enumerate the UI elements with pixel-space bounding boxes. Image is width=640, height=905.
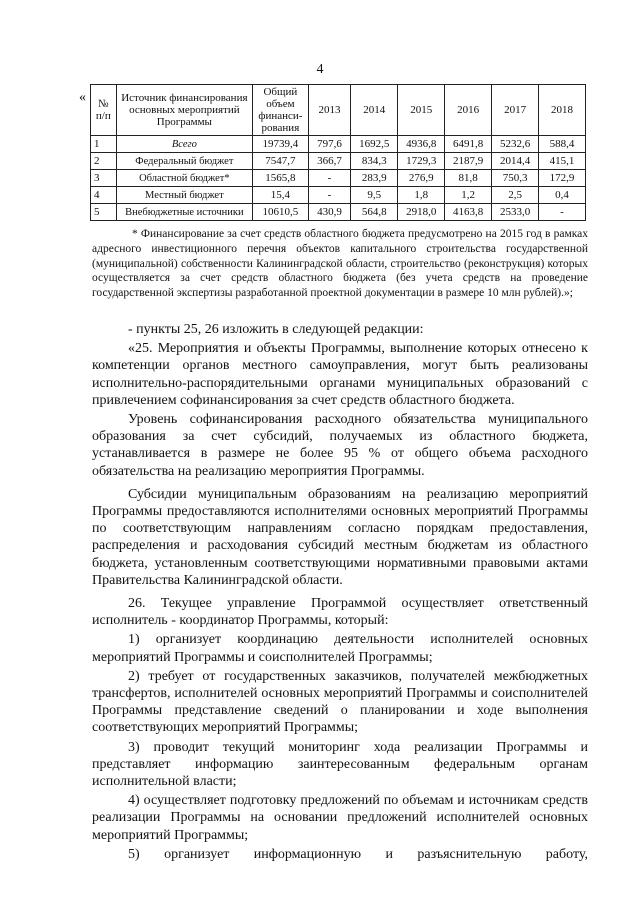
row-num: 5 <box>91 204 117 221</box>
row-value: 1,2 <box>445 187 492 204</box>
header-year: 2018 <box>539 85 586 136</box>
paragraph: - пункты 25, 26 изложить в следующей редакции: <box>128 322 424 337</box>
table-row <box>91 136 586 153</box>
row-value: 4163,8 <box>445 204 492 221</box>
row-value: 750,3 <box>492 170 539 187</box>
paragraph: Субсидии муниципальным образованиям на реализацию мероприятий Программы предоставляются исполнителями основных мероприятий Программы по соответствующим направлениям согласно порядкам предоставления, распределения и расходования субсидий местным бюджетам из областного бюджета, установленным соответствующими нормативными правовыми актами Правительства Калининградской области. <box>92 486 588 588</box>
row-num: 4 <box>91 187 117 204</box>
row-source: Внебюджетные источники <box>116 204 253 221</box>
row-total: 15,4 <box>253 187 308 204</box>
paragraph: «25. Мероприятия и объекты Программы, выполнение которых отнесено к компетенции органов местного самоуправления, могут быть реализованы исполнительно-распорядительными органами муниципальных образований с привлечением софинансирования за счет средств областного бюджета. <box>92 341 588 408</box>
row-value: 2533,0 <box>492 204 539 221</box>
row-value: 797,6 <box>308 136 351 153</box>
row-value: 415,1 <box>539 153 586 170</box>
header-source: Источник финансирования основных мероприятий Программы <box>116 85 253 136</box>
header-year: 2013 <box>308 85 351 136</box>
row-source: Областной бюджет* <box>116 170 253 187</box>
header-total: Общий объем финанси-рования <box>253 85 308 136</box>
row-value: - <box>308 170 351 187</box>
table-row <box>91 204 586 221</box>
row-total: 7547,7 <box>253 153 308 170</box>
row-value: 430,9 <box>308 204 351 221</box>
row-value: 81,8 <box>445 170 492 187</box>
header-year: 2017 <box>492 85 539 136</box>
row-value: 588,4 <box>539 136 586 153</box>
header-year: 2016 <box>445 85 492 136</box>
row-num: 3 <box>91 170 117 187</box>
row-total: 19739,4 <box>253 136 308 153</box>
row-total: 1565,8 <box>253 170 308 187</box>
paragraph: 3) проводит текущий мониторинг хода реализации Программы и представляет информацию заинтересованным федеральным органам исполнительной власти; <box>92 739 588 790</box>
paragraph: 1) организует координацию деятельности исполнителей основных мероприятий Программы и соисполнителей Программы; <box>92 632 588 665</box>
row-total: 10610,5 <box>253 204 308 221</box>
row-value: 1729,3 <box>398 153 445 170</box>
row-value: 172,9 <box>539 170 586 187</box>
paragraph: Уровень софинансирования расходного обязательства муниципального образования за счет субсидий, получаемых из областного бюджета, устанавливается в размере не более 95 % от общего объема расходного обязательства на реализацию мероприятия Программы. <box>92 412 588 479</box>
paragraph: 26. Текущее управление Программой осуществляет ответственный исполнитель - координатор Программы, который: <box>92 596 588 629</box>
row-value: 2918,0 <box>398 204 445 221</box>
page-number: 4 <box>316 62 324 77</box>
row-value: 283,9 <box>351 170 398 187</box>
row-source: Местный бюджет <box>116 187 253 204</box>
row-num: 2 <box>91 153 117 170</box>
table-row <box>91 187 586 204</box>
financing-table <box>90 84 586 221</box>
paragraph: 5) организует информационную и разъяснительную работу, <box>128 846 588 862</box>
row-value: 4936,8 <box>398 136 445 153</box>
row-value: 2014,4 <box>492 153 539 170</box>
table-header-row <box>91 85 586 136</box>
row-value: 9,5 <box>351 187 398 204</box>
row-value: 366,7 <box>308 153 351 170</box>
row-value: 0,4 <box>539 187 586 204</box>
table-row <box>91 170 586 187</box>
table-row <box>91 153 586 170</box>
row-value: - <box>308 187 351 204</box>
header-year: 2014 <box>351 85 398 136</box>
row-source: Всего <box>116 136 253 153</box>
row-value: 1692,5 <box>351 136 398 153</box>
header-year: 2015 <box>398 85 445 136</box>
paragraph: 4) осуществляет подготовку предложений по объемам и источникам средств реализации Программы на основании предложений исполнителей основных мероприятий Программы; <box>92 793 588 843</box>
row-value: - <box>539 204 586 221</box>
opening-quote-mark: « <box>79 90 86 105</box>
row-source: Федеральный бюджет <box>116 153 253 170</box>
row-value: 564,8 <box>351 204 398 221</box>
document-body <box>92 321 588 865</box>
row-value: 5232,6 <box>492 136 539 153</box>
row-value: 6491,8 <box>445 136 492 153</box>
row-value: 276,9 <box>398 170 445 187</box>
row-value: 834,3 <box>351 153 398 170</box>
header-num: № п/п <box>91 85 117 136</box>
table-footnote: * Финансирование за счет средств областного бюджета предусмотрено на 2015 год в рамках адресного инвестиционного перечня объектов капитального строительства государственной (муниципальной) собственности Калининградской области, строительство (реконструкция) которых осуществляется за счет средств областного бюджета (без учета средств на проведение государственной экспертизы разработанной проектной документации в размере 10 млн рублей).»; <box>92 228 588 300</box>
row-num: 1 <box>91 136 117 153</box>
row-value: 2187,9 <box>445 153 492 170</box>
row-value: 1,8 <box>398 187 445 204</box>
paragraph: 2) требует от государственных заказчиков, получателей межбюджетных трансфертов, исполнителей основных мероприятий Программы и соисполнителей Программы представление сведений о планировании и ходе выполнения соответствующих мероприятий Программы; <box>92 668 588 736</box>
row-value: 2,5 <box>492 187 539 204</box>
